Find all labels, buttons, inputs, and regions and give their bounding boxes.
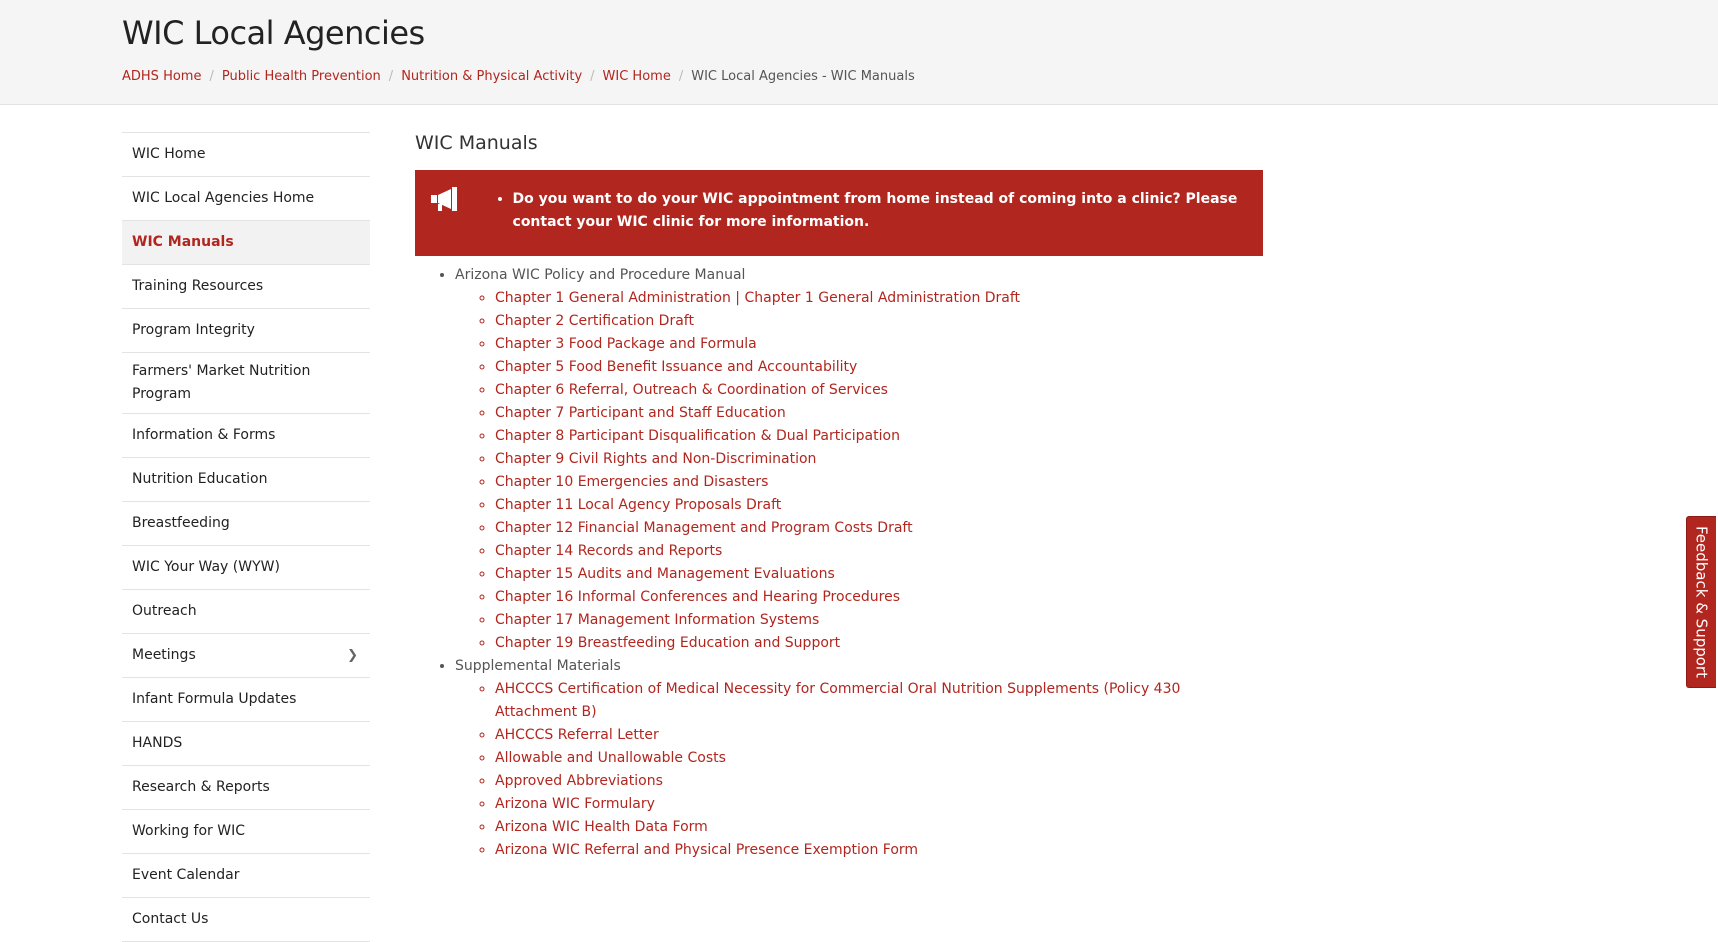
manual-link[interactable]: Chapter 9 Civil Rights and Non-Discrimination bbox=[495, 451, 817, 467]
list-item bbox=[495, 494, 1265, 517]
manual-link[interactable]: Chapter 16 Informal Conferences and Hearing Procedures bbox=[495, 589, 900, 605]
sidebar-item-wic-manuals[interactable] bbox=[122, 221, 370, 265]
manual-link[interactable]: Chapter 14 Records and Reports bbox=[495, 543, 723, 559]
manual-link[interactable]: Chapter 6 Referral, Outreach & Coordination of Services bbox=[495, 382, 888, 398]
supplemental-link[interactable]: Arizona WIC Formulary bbox=[495, 796, 655, 812]
sidebar-item-outreach[interactable] bbox=[122, 590, 370, 634]
manual-link[interactable]: Chapter 19 Breastfeeding Education and Support bbox=[495, 635, 841, 651]
list-item bbox=[495, 609, 1265, 632]
alert-banner bbox=[415, 170, 1263, 256]
list-item bbox=[495, 770, 1265, 793]
breadcrumb-adhs-home[interactable]: ADHS Home bbox=[122, 69, 202, 84]
sidebar-item-information-forms[interactable] bbox=[122, 414, 370, 458]
supplemental-link[interactable]: AHCCCS Referral Letter bbox=[495, 727, 659, 743]
sidebar-item-label: Farmers' Market Nutrition Program bbox=[132, 363, 311, 402]
main-content bbox=[415, 132, 1265, 862]
breadcrumb-current: WIC Local Agencies - WIC Manuals bbox=[691, 69, 915, 84]
list-item bbox=[495, 517, 1265, 540]
breadcrumb bbox=[122, 69, 915, 84]
feedback-support-tab[interactable] bbox=[1686, 516, 1716, 688]
breadcrumb-separator: / bbox=[678, 69, 684, 84]
breadcrumb-public-health-prevention[interactable]: Public Health Prevention bbox=[221, 69, 381, 84]
breadcrumb-nutrition-physical-activity[interactable]: Nutrition & Physical Activity bbox=[401, 69, 583, 84]
sidebar-item-label: WIC Your Way (WYW) bbox=[132, 559, 280, 575]
manual-link[interactable]: Chapter 11 Local Agency Proposals Draft bbox=[495, 497, 782, 513]
supplemental-links bbox=[455, 678, 1265, 862]
list-item bbox=[495, 333, 1265, 356]
supplemental-link[interactable]: Arizona WIC Referral and Physical Presence Exemption Form bbox=[495, 842, 919, 858]
list-item bbox=[495, 287, 1265, 310]
sidebar-item-label: HANDS bbox=[132, 735, 183, 751]
sidebar-item-training-resources[interactable] bbox=[122, 265, 370, 309]
sidebar-item-label: WIC Manuals bbox=[132, 234, 234, 250]
list-item bbox=[495, 540, 1265, 563]
list-item bbox=[495, 724, 1265, 747]
sidebar-item-label: Contact Us bbox=[132, 911, 209, 927]
list-item bbox=[495, 632, 1265, 655]
supplemental-link[interactable]: Approved Abbreviations bbox=[495, 773, 663, 789]
list-item bbox=[495, 471, 1265, 494]
sidebar-item-farmers-market[interactable] bbox=[122, 353, 370, 414]
supplemental-link[interactable]: Allowable and Unallowable Costs bbox=[495, 750, 726, 766]
sidebar-item-label: Research & Reports bbox=[132, 779, 270, 795]
list-item bbox=[495, 747, 1265, 770]
manual-link[interactable]: Chapter 17 Management Information Systems bbox=[495, 612, 820, 628]
sidebar-item-working-for-wic[interactable] bbox=[122, 810, 370, 854]
list-item bbox=[495, 356, 1265, 379]
list-item bbox=[495, 448, 1265, 471]
chapter-links bbox=[455, 287, 1265, 655]
breadcrumb-separator: / bbox=[209, 69, 214, 84]
manual-link[interactable]: Chapter 5 Food Benefit Issuance and Accountability bbox=[495, 359, 858, 375]
manual-link[interactable]: Chapter 2 Certification Draft bbox=[495, 313, 694, 329]
sidebar-item-wic-your-way[interactable] bbox=[122, 546, 370, 590]
manual-link[interactable]: Chapter 1 General Administration | Chapter 1 General Administration Draft bbox=[495, 290, 1021, 306]
list-item bbox=[495, 379, 1265, 402]
breadcrumb-separator: / bbox=[590, 69, 595, 84]
sidebar-item-wic-local-agencies-home[interactable] bbox=[122, 177, 370, 221]
group-title: Supplemental Materials bbox=[455, 658, 621, 674]
supplemental-link[interactable]: AHCCCS Certification of Medical Necessity for Commercial Oral Nutrition Supplements (Policy 430 Attachment B) bbox=[495, 681, 1181, 720]
alert-message: • Do you want to do your WIC appointment from home instead of coming into a clinic? Please contact your WIC clinic for more information. bbox=[513, 188, 1239, 234]
sidebar-item-label: Working for WIC bbox=[132, 823, 245, 839]
sidebar-item-label: Information & Forms bbox=[132, 427, 276, 443]
manual-link[interactable]: Chapter 12 Financial Management and Program Costs Draft bbox=[495, 520, 913, 536]
sidebar-item-label: Event Calendar bbox=[132, 867, 240, 883]
list-item bbox=[495, 839, 1265, 862]
sidebar-item-program-integrity[interactable] bbox=[122, 309, 370, 353]
sidebar-item-label: Breastfeeding bbox=[132, 515, 230, 531]
group-title: Arizona WIC Policy and Procedure Manual bbox=[455, 267, 746, 283]
megaphone-icon bbox=[415, 170, 477, 256]
sidebar-item-label: Program Integrity bbox=[132, 322, 255, 338]
feedback-tab-label: Feedback & Support bbox=[1692, 526, 1711, 678]
manual-link[interactable]: Chapter 3 Food Package and Formula bbox=[495, 336, 757, 352]
list-item bbox=[495, 310, 1265, 333]
sidebar-item-label: WIC Local Agencies Home bbox=[132, 190, 315, 206]
sidebar-item-hands[interactable] bbox=[122, 722, 370, 766]
manual-link[interactable]: Chapter 8 Participant Disqualification & Dual Participation bbox=[495, 428, 900, 444]
list-item bbox=[495, 563, 1265, 586]
sidebar-item-breastfeeding[interactable] bbox=[122, 502, 370, 546]
list-item bbox=[495, 402, 1265, 425]
breadcrumb-separator: / bbox=[388, 69, 394, 84]
breadcrumb-wic-home[interactable]: WIC Home bbox=[602, 69, 671, 84]
sidebar-item-label: Nutrition Education bbox=[132, 471, 268, 487]
list-item bbox=[495, 586, 1265, 609]
sidebar-item-meetings[interactable] bbox=[122, 634, 370, 678]
page-title: WIC Local Agencies bbox=[122, 14, 425, 52]
alert-list bbox=[477, 170, 1263, 256]
supplemental-link[interactable]: Arizona WIC Health Data Form bbox=[495, 819, 708, 835]
list-item bbox=[455, 655, 1265, 862]
sidebar-item-label: WIC Home bbox=[132, 146, 206, 162]
sidebar-item-infant-formula-updates[interactable] bbox=[122, 678, 370, 722]
manual-link[interactable]: Chapter 15 Audits and Management Evaluations bbox=[495, 566, 835, 582]
sidebar-item-research-reports[interactable] bbox=[122, 766, 370, 810]
sidebar-item-label: Training Resources bbox=[132, 278, 264, 294]
list-item bbox=[495, 678, 1265, 724]
list-item bbox=[455, 264, 1265, 655]
sidebar-item-event-calendar[interactable] bbox=[122, 854, 370, 898]
sidebar-item-label: Outreach bbox=[132, 603, 197, 619]
list-item bbox=[495, 425, 1265, 448]
section-title: WIC Manuals bbox=[415, 132, 538, 154]
sidebar-item-wic-home[interactable] bbox=[122, 133, 370, 177]
manuals-list bbox=[415, 264, 1265, 862]
sidebar-item-label: Meetings bbox=[132, 647, 196, 663]
manual-link[interactable]: Chapter 7 Participant and Staff Education bbox=[495, 405, 786, 421]
sidebar-item-contact-us[interactable] bbox=[122, 898, 370, 942]
list-item bbox=[495, 793, 1265, 816]
sidebar-item-nutrition-education[interactable] bbox=[122, 458, 370, 502]
sidebar-nav bbox=[122, 132, 370, 942]
list-item bbox=[495, 816, 1265, 839]
chevron-right-icon: ❯ bbox=[347, 648, 358, 663]
sidebar-item-label: Infant Formula Updates bbox=[132, 691, 297, 707]
manual-link[interactable]: Chapter 10 Emergencies and Disasters bbox=[495, 474, 769, 490]
header-band bbox=[0, 0, 1718, 105]
